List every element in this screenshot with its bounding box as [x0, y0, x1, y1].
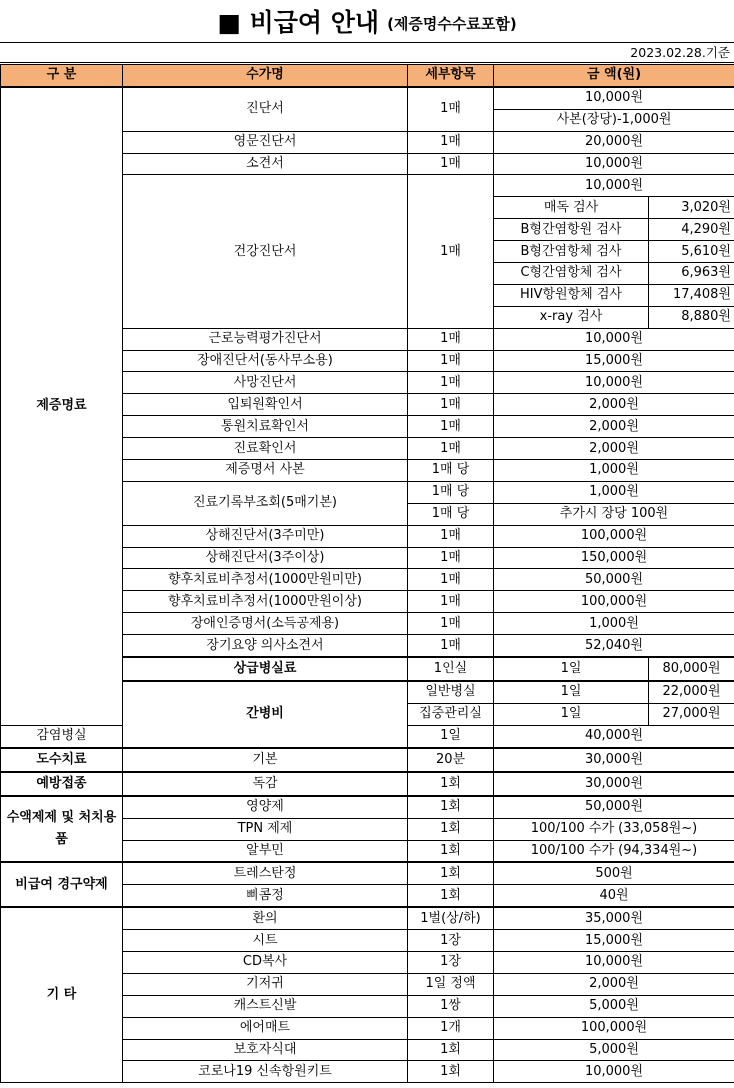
item-unit: 1매 당: [408, 460, 494, 482]
test-value: 5,610원: [649, 241, 734, 263]
item-amount: 22,000원: [649, 681, 734, 703]
item-name: 트레스탄정: [123, 862, 408, 884]
item-name: 장기요양 의사소견서: [123, 635, 408, 657]
header-category: 구 분: [1, 65, 123, 87]
item-unit: 1매: [408, 438, 494, 460]
title-main: ■ 비급여 안내: [217, 8, 380, 37]
item-amount: 2,000원: [494, 394, 734, 416]
item-amount: 10,000원: [494, 328, 734, 350]
item-unit: 1벌(상/하): [408, 907, 494, 929]
item-amount: 5,000원: [494, 1039, 734, 1061]
header-item: 수가명: [123, 65, 408, 87]
item-amount: 50,000원: [494, 569, 734, 591]
item-amount: 52,040원: [494, 635, 734, 657]
item-name: 향후치료비추정서(1000만원미만): [123, 569, 408, 591]
item-unit: 1일: [494, 703, 649, 725]
item-amount: 40원: [494, 885, 734, 907]
item-amount: 2,000원: [494, 438, 734, 460]
item-amount: 10,000원: [494, 175, 734, 197]
test-value: 17,408원: [649, 284, 734, 306]
title-subtitle: (제증명수수료포함): [387, 14, 517, 33]
item-name: 상해진단서(3주이상): [123, 547, 408, 569]
table-row: [1, 87, 734, 109]
item-unit: 1매: [408, 175, 494, 328]
item-unit: 1회: [408, 862, 494, 884]
item-name: 향후치료비추정서(1000만원이상): [123, 591, 408, 613]
item-amount: 10,000원: [494, 372, 734, 394]
category-fluids: 수액제제 및 처치용품: [1, 796, 123, 863]
item-name: 진단서: [123, 87, 408, 131]
item-unit: 1쌍: [408, 995, 494, 1017]
item-amount: 10,000원: [494, 1061, 734, 1083]
item-unit: 1매: [408, 372, 494, 394]
item-name: 집중관리실: [408, 703, 494, 725]
item-name: 시트: [123, 930, 408, 952]
item-name: 진료확인서: [123, 438, 408, 460]
test-label: B형간염항체 검사: [494, 241, 649, 263]
item-name: 영양제: [123, 796, 408, 818]
test-value: 8,880원: [649, 306, 734, 328]
item-unit: 1회: [408, 818, 494, 840]
item-unit: 1매: [408, 131, 494, 153]
item-name: 제증명서 사본: [123, 460, 408, 482]
item-name: 기저귀: [123, 973, 408, 995]
table-row: [1, 862, 734, 884]
item-unit: 1매: [408, 153, 494, 175]
item-name: 1인실: [408, 657, 494, 681]
item-amount: 2,000원: [494, 416, 734, 438]
item-amount: 100,000원: [494, 591, 734, 613]
item-unit: 1장: [408, 930, 494, 952]
item-amount: 100,000원: [494, 1017, 734, 1039]
test-value: 6,963원: [649, 263, 734, 285]
page-title: [0, 0, 734, 42]
category-oral: 비급여 경구약제: [1, 862, 123, 907]
item-amount: 30,000원: [494, 748, 734, 772]
item-name: 통원치료확인서: [123, 416, 408, 438]
category-cert: 제증명료: [1, 87, 123, 725]
item-amount: 10,000원: [494, 87, 734, 109]
table-header-row: [1, 65, 734, 87]
test-label: 매독 검사: [494, 197, 649, 219]
item-amount: 35,000원: [494, 907, 734, 929]
item-unit: 1매 당: [408, 503, 494, 525]
fee-table: [0, 64, 734, 1083]
item-name: TPN 제제: [123, 818, 408, 840]
item-name: 독감: [123, 772, 408, 796]
item-name: 사망진단서: [123, 372, 408, 394]
item-unit: 1매 당: [408, 481, 494, 503]
item-name: 장애진단서(동사무소용): [123, 350, 408, 372]
item-name: 에어매트: [123, 1017, 408, 1039]
item-amount: 50,000원: [494, 796, 734, 818]
table-row: [1, 748, 734, 772]
item-unit: 20분: [408, 748, 494, 772]
item-amount: 1,000원: [494, 460, 734, 482]
item-unit: 1개: [408, 1017, 494, 1039]
item-amount: 27,000원: [649, 703, 734, 725]
item-amount: 20,000원: [494, 131, 734, 153]
item-name: 삐콤정: [123, 885, 408, 907]
item-name: 코로나19 신속항원키트: [123, 1061, 408, 1083]
item-unit: 1매: [408, 394, 494, 416]
item-amount: 15,000원: [494, 350, 734, 372]
header-amount: 금 액(원): [494, 65, 734, 87]
test-value: 3,020원: [649, 197, 734, 219]
item-amount: 10,000원: [494, 951, 734, 973]
item-unit: 1회: [408, 1039, 494, 1061]
item-amount: 150,000원: [494, 547, 734, 569]
item-unit: 1매: [408, 87, 494, 131]
table-row: [1, 907, 734, 929]
category-etc: 기 타: [1, 907, 123, 1083]
category-vaccine: 예방접종: [1, 772, 123, 796]
item-amount: 15,000원: [494, 930, 734, 952]
item-name: 영문진단서: [123, 131, 408, 153]
item-name: 장애인증명서(소득공제용): [123, 613, 408, 635]
item-name: 근로능력평가진단서: [123, 328, 408, 350]
item-unit: 1매: [408, 328, 494, 350]
item-name: 캐스트신발: [123, 995, 408, 1017]
item-name: 진료기록부조회(5매기본): [123, 481, 408, 525]
item-name: 환의: [123, 907, 408, 929]
item-amount: 30,000원: [494, 772, 734, 796]
item-unit: 1일: [494, 657, 649, 681]
header-unit: 세부항목: [408, 65, 494, 87]
test-label: B형간염항원 검사: [494, 219, 649, 241]
table-row: [1, 796, 734, 818]
item-amount: 5,000원: [494, 995, 734, 1017]
item-unit: 1회: [408, 885, 494, 907]
item-unit: 1매: [408, 547, 494, 569]
item-amount: 추가시 장당 100원: [494, 503, 734, 525]
item-unit: 1매: [408, 350, 494, 372]
item-name: 소견서: [123, 153, 408, 175]
item-unit: 1매: [408, 613, 494, 635]
item-unit: 1매: [408, 591, 494, 613]
item-amount: 10,000원: [494, 153, 734, 175]
item-amount: 80,000원: [649, 657, 734, 681]
item-name: 감염병실: [1, 725, 123, 747]
table-row: [1, 772, 734, 796]
item-name: 알부민: [123, 840, 408, 862]
item-unit: 1매: [408, 635, 494, 657]
item-amount: 100/100 수가 (94,334원~): [494, 840, 734, 862]
item-name: 일반병실: [408, 681, 494, 703]
test-label: HIV항원항체 검사: [494, 284, 649, 306]
item-unit: 1회: [408, 1061, 494, 1083]
item-amount: 1,000원: [494, 613, 734, 635]
item-name: 상해진단서(3주미만): [123, 525, 408, 547]
item-amount: 2,000원: [494, 973, 734, 995]
item-unit: 1일 정액: [408, 973, 494, 995]
item-amount: 500원: [494, 862, 734, 884]
item-amount: 100,000원: [494, 525, 734, 547]
item-unit: 1매: [408, 525, 494, 547]
test-label: x-ray 검사: [494, 306, 649, 328]
item-name: 기본: [123, 748, 408, 772]
reference-date: 2023.02.28.기준: [0, 42, 734, 63]
item-name: CD복사: [123, 951, 408, 973]
item-amount: 1,000원: [494, 481, 734, 503]
item-name: 건강진단서: [123, 175, 408, 328]
item-unit: 1매: [408, 416, 494, 438]
test-label: C형간염항체 검사: [494, 263, 649, 285]
item-unit: 1회: [408, 840, 494, 862]
item-amount: 40,000원: [494, 725, 734, 747]
item-amount: 100/100 수가 (33,058원~): [494, 818, 734, 840]
item-unit: 1회: [408, 772, 494, 796]
item-name: 보호자식대: [123, 1039, 408, 1061]
category-room: 상급병실료: [123, 657, 408, 681]
test-value: 4,290원: [649, 219, 734, 241]
category-nursing: 간병비: [123, 681, 408, 748]
item-unit: 1매: [408, 569, 494, 591]
item-unit: 1일: [408, 725, 494, 747]
item-unit: 1장: [408, 951, 494, 973]
category-manual: 도수치료: [1, 748, 123, 772]
item-unit: 1회: [408, 796, 494, 818]
item-unit: 1일: [494, 681, 649, 703]
item-name: 입퇴원확인서: [123, 394, 408, 416]
item-amount: 사본(장당)-1,000원: [494, 109, 734, 131]
